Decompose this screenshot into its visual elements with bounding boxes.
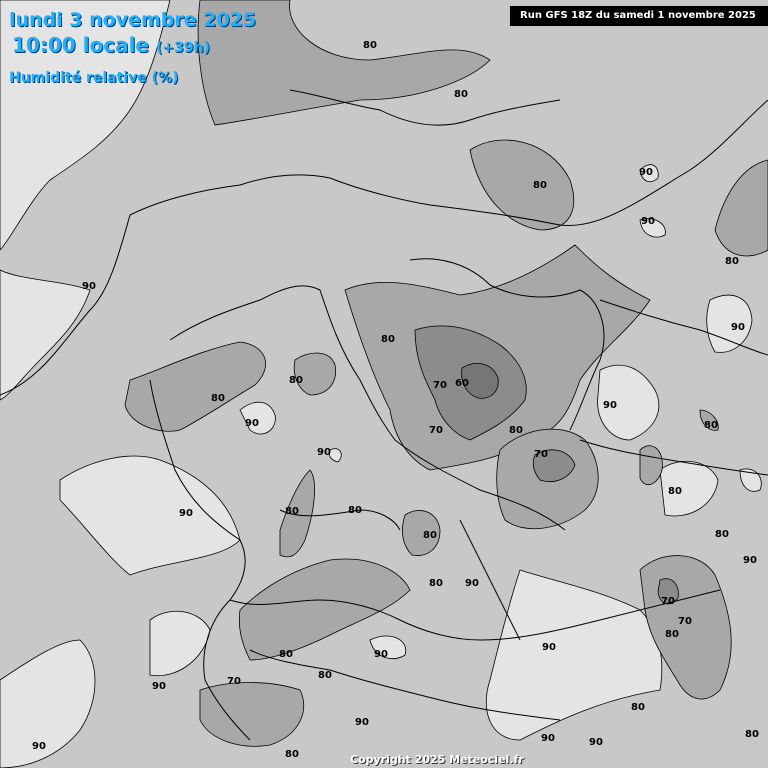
parameter-title: Humidité relative (%) — [9, 70, 179, 86]
contour-label: 90 — [743, 555, 757, 566]
forecast-date: lundi 3 novembre 2025 — [9, 9, 257, 31]
run-info-banner: Run GFS 18Z du samedi 1 novembre 2025 — [510, 6, 768, 26]
contour-label: 90 — [603, 400, 617, 411]
contour-label: 90 — [589, 737, 603, 748]
contour-label: 90 — [245, 418, 259, 429]
contour-label: 80 — [363, 40, 377, 51]
contour-label: 80 — [665, 629, 679, 640]
contour-label: 80 — [454, 89, 468, 100]
contour-label: 80 — [668, 486, 682, 497]
contour-label: 80 — [285, 506, 299, 517]
contour-label: 80 — [285, 749, 299, 760]
contour-label: 80 — [704, 420, 718, 431]
contour-label: 90 — [374, 649, 388, 660]
contour-label: 70 — [227, 676, 241, 687]
contour-label: 60 — [455, 378, 469, 389]
contour-label: 90 — [32, 741, 46, 752]
contour-label: 70 — [433, 380, 447, 391]
contour-label: 80 — [533, 180, 547, 191]
contour-label: 80 — [429, 578, 443, 589]
contour-label: 70 — [661, 596, 675, 607]
contour-label: 80 — [745, 729, 759, 740]
contour-label: 80 — [289, 375, 303, 386]
contour-label: 80 — [279, 649, 293, 660]
contour-label: 90 — [639, 167, 653, 178]
contour-label: 90 — [465, 578, 479, 589]
contour-label: 80 — [715, 529, 729, 540]
forecast-time — [12, 33, 210, 57]
contour-label: 90 — [355, 717, 369, 728]
contour-label: 90 — [542, 642, 556, 653]
contour-label: 90 — [641, 216, 655, 227]
contour-label: 80 — [725, 256, 739, 267]
contour-label: 80 — [631, 702, 645, 713]
copyright-notice: Copyright 2025 Meteociel.fr — [350, 753, 524, 766]
contour-label: 70 — [429, 425, 443, 436]
contour-label: 90 — [152, 681, 166, 692]
contour-label: 80 — [381, 334, 395, 345]
contour-label: 80 — [509, 425, 523, 436]
contour-label: 80 — [318, 670, 332, 681]
forecast-time-value: 10:00 locale — [12, 33, 149, 57]
contour-label: 80 — [211, 393, 225, 404]
forecast-offset: (+39h) — [155, 40, 210, 56]
contour-label: 70 — [534, 449, 548, 460]
contour-label: 80 — [423, 530, 437, 541]
contour-label: 90 — [179, 508, 193, 519]
contour-label: 90 — [317, 447, 331, 458]
contour-label: 90 — [731, 322, 745, 333]
contour-label: 70 — [678, 616, 692, 627]
contour-label: 80 — [348, 505, 362, 516]
contour-label: 90 — [82, 281, 96, 292]
contour-label: 90 — [541, 733, 555, 744]
